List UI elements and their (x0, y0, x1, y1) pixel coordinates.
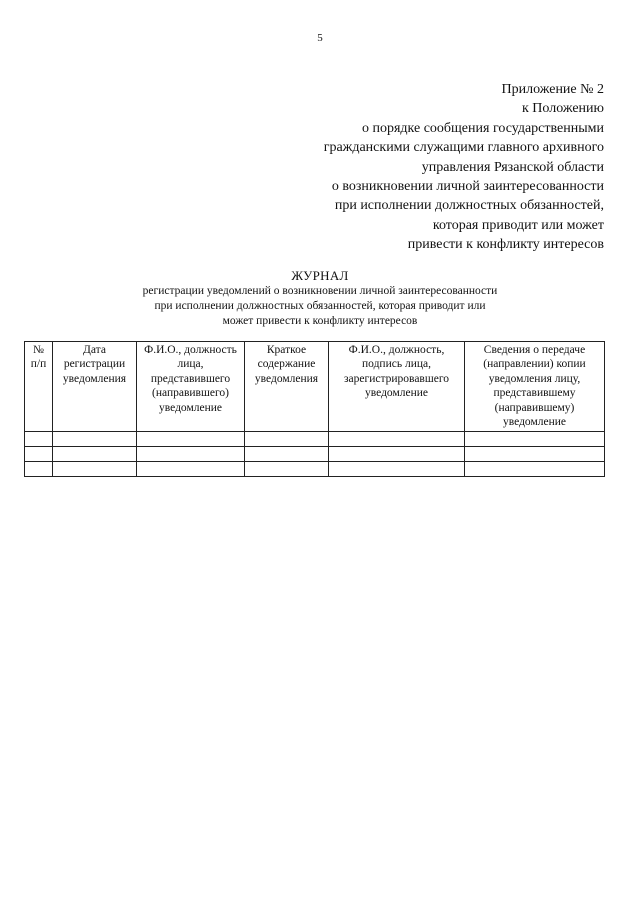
table-header-row (25, 342, 605, 432)
table-cell[interactable] (465, 432, 605, 447)
page-number: 5 (317, 32, 323, 44)
journal-subtitle-line: при исполнении должностных обязанностей, которая приводит или (154, 300, 486, 312)
table-cell[interactable] (53, 447, 137, 462)
header-submitter: Ф.И.О., должность лица, представившего (направившего) уведомление (137, 342, 245, 432)
appendix-line: о возникновении личной заинтересованности (331, 179, 604, 195)
journal-title: ЖУРНАЛ (291, 268, 349, 283)
table-cell[interactable] (245, 447, 329, 462)
header-summary: Краткое содержание уведомления (245, 342, 329, 432)
table-cell[interactable] (329, 462, 465, 477)
appendix-line: которая приводит или может (432, 217, 604, 233)
table-row (25, 447, 605, 462)
header-registrar: Ф.И.О., должность, подпись лица, зарегистрировавшего уведомление (329, 342, 465, 432)
table-cell[interactable] (245, 432, 329, 447)
table-cell[interactable] (53, 432, 137, 447)
table-cell[interactable] (245, 462, 329, 477)
table-cell[interactable] (137, 462, 245, 477)
table-cell[interactable] (137, 432, 245, 447)
journal-subtitle (0, 284, 640, 329)
table-cell[interactable] (329, 432, 465, 447)
header-copy-transfer: Сведения о передаче (направлении) копии уведомления лицу, представившему (направившему) уведомление (465, 342, 605, 432)
appendix-block (264, 80, 604, 255)
appendix-line: при исполнении должностных обязанностей, (334, 198, 604, 214)
header-registration-date: Дата регистрации уведомления (53, 342, 137, 432)
appendix-line: гражданскими служащими главного архивного (323, 140, 604, 156)
table-cell[interactable] (53, 462, 137, 477)
table-cell[interactable] (465, 447, 605, 462)
table-cell[interactable] (329, 447, 465, 462)
registration-table (24, 341, 605, 477)
appendix-line: привести к конфликту интересов (407, 237, 604, 253)
table-cell[interactable] (137, 447, 245, 462)
table-row (25, 432, 605, 447)
table-cell[interactable] (465, 462, 605, 477)
journal-subtitle-line: может привести к конфликту интересов (222, 315, 418, 327)
table-cell[interactable] (25, 432, 53, 447)
table-row (25, 462, 605, 477)
appendix-line: Приложение № 2 (501, 82, 604, 97)
appendix-line: к Положению (521, 101, 604, 117)
appendix-line: управления Рязанской области (421, 159, 604, 175)
journal-subtitle-line: регистрации уведомлений о возникновении личной заинтересованности (142, 285, 498, 297)
header-number: № п/п (25, 342, 53, 432)
table-cell[interactable] (25, 462, 53, 477)
table-cell[interactable] (25, 447, 53, 462)
appendix-line: о порядке сообщения государственными (361, 120, 604, 136)
